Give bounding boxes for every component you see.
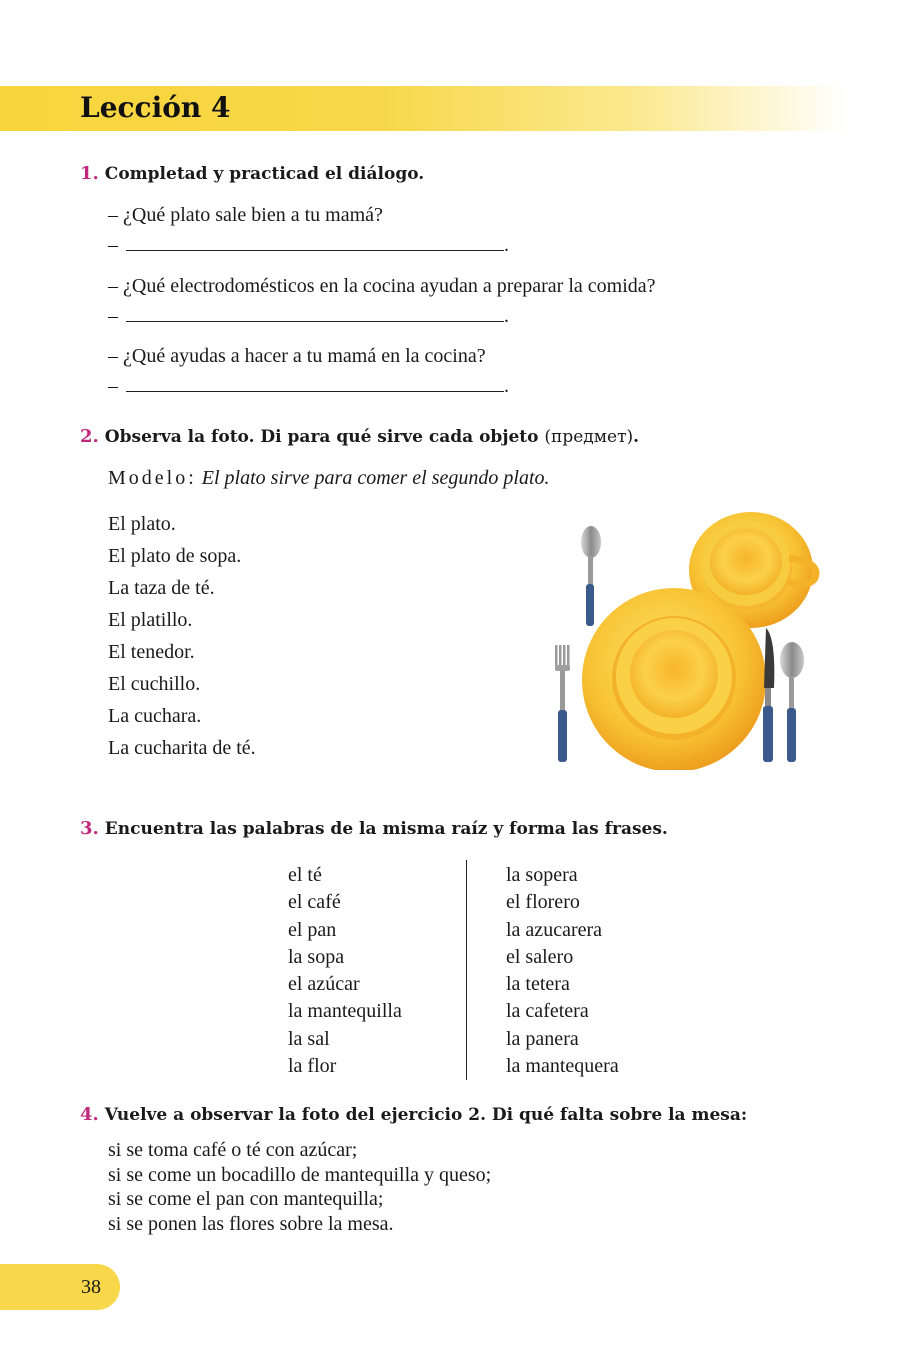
list-item: el salero (506, 945, 574, 968)
list-item: la tetera (506, 973, 570, 996)
list-item: el azúcar (288, 973, 360, 996)
dialog-answer-1[interactable] (108, 232, 509, 258)
condition-list (108, 1138, 491, 1236)
list-item: El tenedor. (108, 641, 195, 663)
list-item: si se toma café o té con azúcar; (108, 1139, 358, 1161)
dialog-answer-2-period: . (504, 305, 509, 327)
list-item: la sal (288, 1027, 330, 1050)
list-item: si se come el pan con mantequilla; (108, 1188, 384, 1210)
exercise-2-title-end: . (633, 427, 640, 447)
list-item: La taza de té. (108, 577, 215, 599)
page-number-badge (0, 1264, 120, 1310)
list-item: la sopera (506, 864, 578, 886)
tea-spoon-icon (581, 526, 601, 626)
exercise-1-title: Completad y practicad el diálogo. (104, 164, 425, 184)
list-item: La cucharita de té. (108, 737, 256, 759)
list-item: la panera (506, 1027, 579, 1050)
exercise-1-number: 1. (80, 163, 99, 184)
tableware-item-list (108, 508, 256, 764)
column-divider (466, 860, 467, 1080)
model-label: Modelo: (108, 467, 197, 489)
dialog-answer-2[interactable] (108, 303, 509, 329)
list-item: el té (288, 864, 322, 886)
list-item: el pan (288, 918, 337, 941)
list-item: la flor (288, 1055, 337, 1078)
list-item: la azucarera (506, 918, 603, 941)
list-item: la mantequilla (288, 1000, 402, 1023)
dialog-answer-2-dash: – (108, 305, 118, 327)
dialog-answer-3-dash: – (108, 375, 118, 397)
exercise-2-title: Observa la foto. Di para qué sirve cada objeto (104, 427, 539, 447)
list-item: el café (288, 891, 341, 914)
tableware-photo (546, 500, 836, 770)
page-number: 38 (81, 1276, 101, 1298)
list-item: la mantequera (506, 1055, 619, 1078)
list-item: El cuchillo. (108, 673, 201, 695)
exercise-3-title: Encuentra las palabras de la misma raíz y forma las frases. (104, 819, 668, 839)
exercise-3-number: 3. (80, 818, 99, 839)
list-item: el florero (506, 891, 580, 914)
model-sentence: El plato sirve para comer el segundo plato. (201, 467, 550, 489)
dialog-answer-1-blank[interactable] (126, 232, 504, 251)
dialog-answer-3-period: . (504, 375, 509, 397)
list-item: si se come un bocadillo de mantequilla y queso; (108, 1163, 492, 1186)
exercise-2-number: 2. (80, 426, 99, 447)
dialog-answer-2-blank[interactable] (126, 303, 504, 322)
soup-plate (616, 618, 732, 734)
list-item: la cafetera (506, 1000, 589, 1023)
list-item: La cuchara. (108, 705, 202, 727)
dialog-answer-3[interactable] (108, 373, 509, 399)
derived-words-column (506, 862, 619, 1080)
exercise-2-heading (80, 426, 639, 448)
list-item: El plato de sopa. (108, 545, 242, 567)
dialog-question-1: – ¿Qué plato sale bien a tu mamá? (108, 204, 383, 226)
exercise-4-number: 4. (80, 1104, 99, 1125)
dialog-answer-3-blank[interactable] (126, 373, 504, 392)
exercise-4-title: Vuelve a observar la foto del ejercicio 2. Di qué falta sobre la mesa: (104, 1105, 748, 1125)
exercise-3-heading (80, 818, 668, 840)
fork-icon (555, 645, 570, 762)
exercise-2-note: (предмет) (544, 427, 634, 447)
list-item: El plato. (108, 513, 176, 535)
dialog-question-3: – ¿Qué ayudas a hacer a tu mamá en la cocina? (108, 345, 486, 367)
exercise-1-heading (80, 163, 424, 185)
lesson-title: Lección 4 (80, 91, 231, 124)
list-item: la sopa (288, 945, 345, 968)
root-words-column (288, 862, 402, 1080)
spoon-icon (780, 642, 804, 762)
dialog-answer-1-dash: – (108, 234, 118, 256)
list-item: si se ponen las flores sobre la mesa. (108, 1212, 394, 1235)
list-item: El platillo. (108, 609, 193, 631)
dialog-question-2: – ¿Qué electrodomésticos en la cocina ayudan a preparar la comida? (108, 275, 656, 297)
dialog-answer-1-period: . (504, 234, 509, 256)
exercise-4-heading (80, 1104, 747, 1126)
model-example (108, 465, 550, 491)
